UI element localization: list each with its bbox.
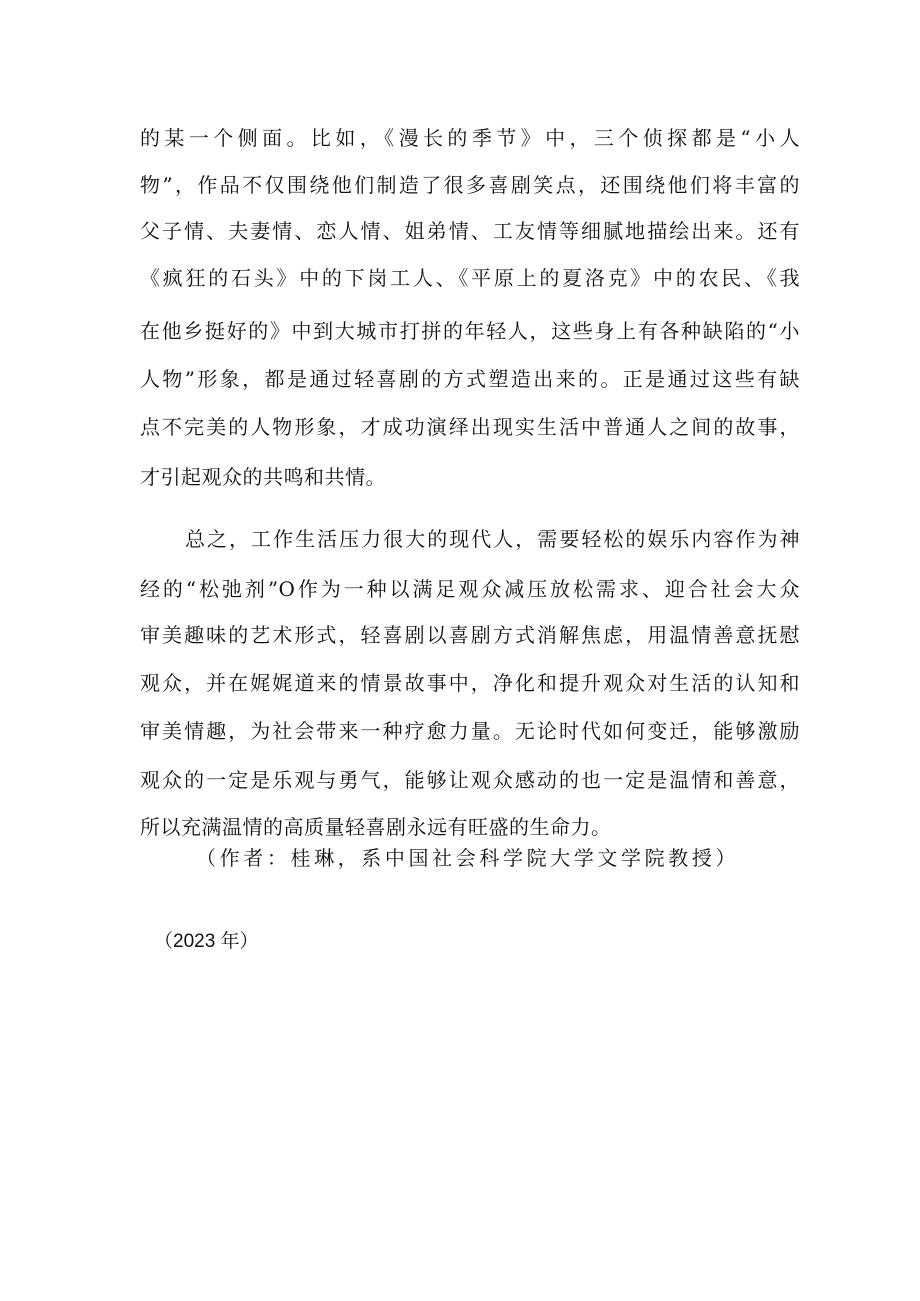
paragraph-line: 所以充满温情的高质量轻喜剧永远有旺盛的生命力。 [140, 815, 612, 839]
paragraph-line: 观众的一定是乐观与勇气，能够让观众感动的也一定是温情和善意， [140, 768, 800, 792]
paragraph-line: 观众，并在娓娓道来的情景故事中，净化和提升观众对生活的认知和 [140, 671, 800, 695]
paragraph-line: 在他乡挺好的》中到大城市打拼的年轻人，这些身上有各种缺陷的“小 [140, 319, 800, 343]
paragraph-line: 人物”形象，都是通过轻喜剧的方式塑造出来的。正是通过这些有缺 [140, 367, 800, 391]
paragraph-line: 总之，工作生活压力很大的现代人，需要轻松的娱乐内容作为神 [185, 527, 800, 551]
paragraph-line: 审美趣味的艺术形式，轻喜剧以喜剧方式消解焦虑，用温情善意抚慰 [140, 623, 800, 647]
year-label: （2023 年） [154, 931, 259, 952]
paragraph-line: 父子情、夫妻情、恋人情、姐弟情、工友情等细腻地描绘出来。还有 [140, 219, 800, 243]
paragraph-line: 的某一个侧面。比如，《漫长的季节》中，三个侦探都是“小人 [140, 126, 800, 150]
paragraph-line: 物”，作品不仅围绕他们制造了很多喜剧笑点，还围绕他们将丰富的 [140, 173, 800, 197]
paragraph-line: 才引起观众的共鸣和共情。 [140, 465, 386, 489]
author-credit: （作者：桂琳，系中国社会科学院大学文学院教授） [196, 846, 736, 870]
paragraph-line: 《疯狂的石头》中的下岗工人、《平原上的夏洛克》中的农民、《我 [140, 266, 800, 290]
paragraph-line: 经的“松弛剂”O作为一种以满足观众减压放松需求、迎合社会大众 [140, 577, 800, 601]
paragraph-line: 点不完美的人物形象，才成功演绎出现实生活中普通人之间的故事， [140, 415, 800, 439]
paragraph-line: 审美情趣，为社会带来一种疗愈力量。无论时代如何变迁，能够激励 [140, 719, 800, 743]
